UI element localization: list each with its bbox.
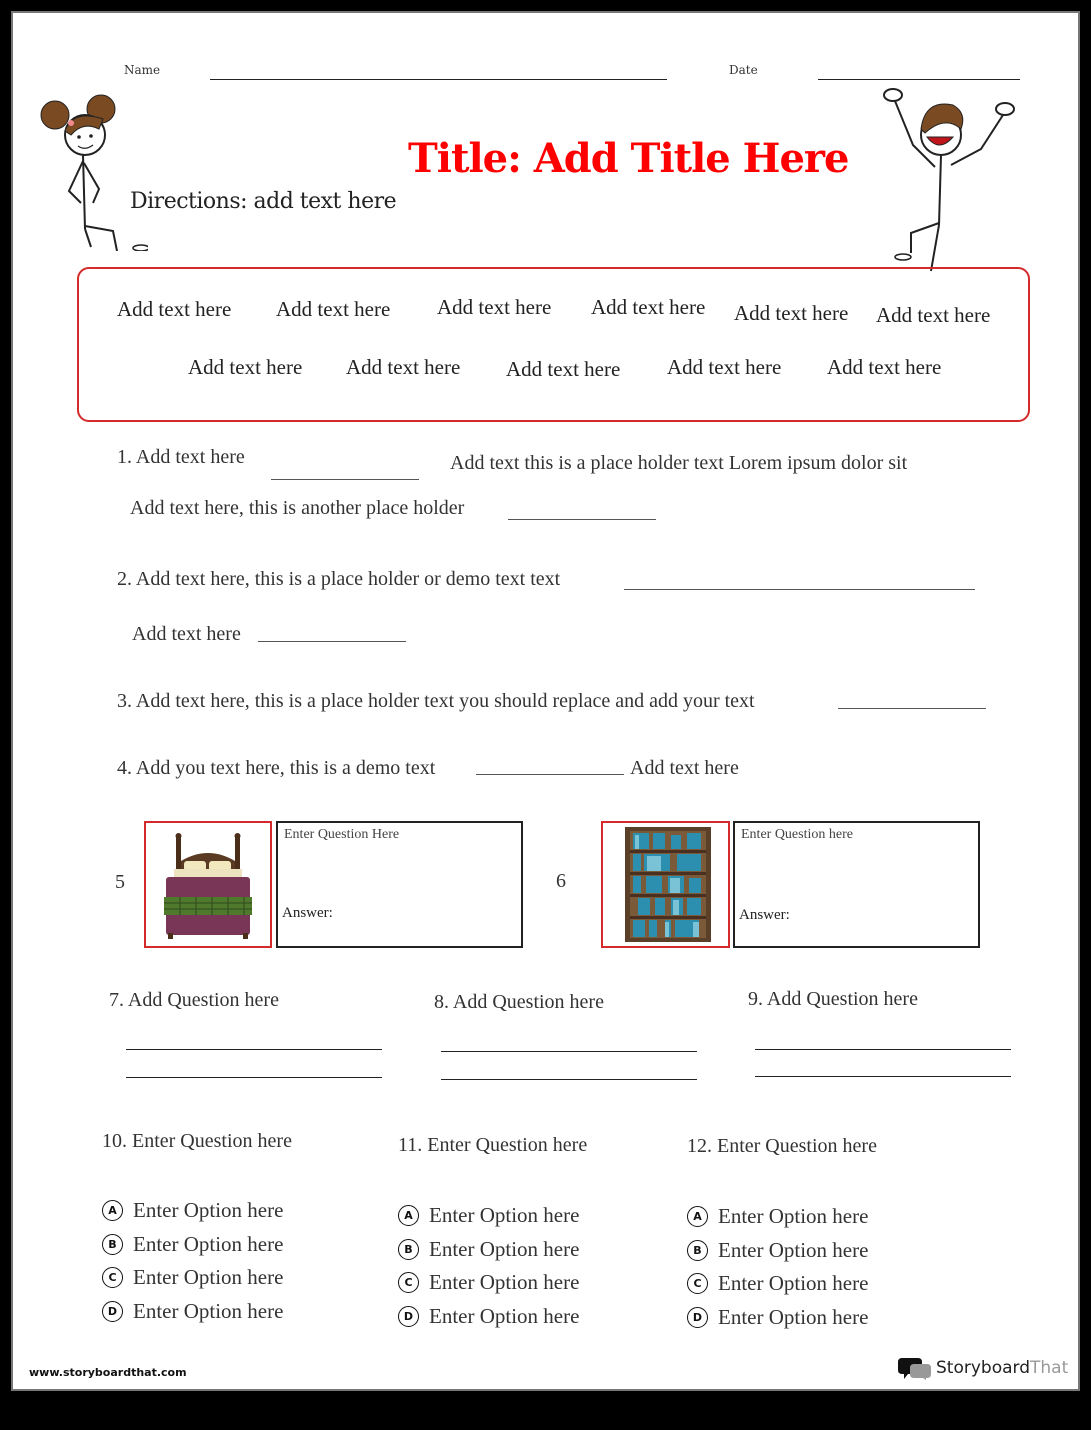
word-bank-item: Add text here: [734, 301, 849, 325]
answer-blank[interactable]: [624, 589, 975, 590]
question-1-subtext: Add text here, this is another place holder: [130, 497, 465, 519]
directions-text: Directions: add text here: [130, 189, 397, 214]
worksheet-page: [11, 11, 1080, 1391]
option-a[interactable]: [687, 1204, 868, 1229]
question-5-box[interactable]: [276, 821, 523, 948]
option-d-circle-icon[interactable]: D: [687, 1307, 708, 1328]
option-c[interactable]: [687, 1271, 868, 1296]
question-4-subtext: Add text here: [630, 757, 739, 779]
option-text: Enter Option here: [133, 1265, 284, 1289]
question-2-text: 2. Add text here, this is a place holder or demo text text: [117, 568, 561, 590]
answer-blank[interactable]: [508, 519, 656, 520]
question-4-text: 4. Add you text here, this is a demo text: [117, 757, 436, 779]
page-title: Title: Add Title Here: [408, 135, 849, 182]
option-c-circle-icon[interactable]: C: [102, 1267, 123, 1288]
option-d[interactable]: [102, 1299, 283, 1324]
option-text: Enter Option here: [718, 1238, 869, 1262]
question-1-text: 1. Add text here: [117, 446, 245, 468]
bookshelf-icon: [603, 823, 728, 946]
question-5-prompt: Enter Question Here: [284, 827, 400, 842]
option-text: Enter Option here: [133, 1198, 284, 1222]
name-label: Name: [124, 63, 161, 77]
question-6-prompt: Enter Question here: [741, 827, 853, 842]
answer-blank[interactable]: [476, 774, 624, 775]
option-b-circle-icon[interactable]: B: [687, 1240, 708, 1261]
option-d-circle-icon[interactable]: D: [102, 1301, 123, 1322]
storyboardthat-logo: [898, 1356, 1068, 1380]
option-b[interactable]: [687, 1238, 868, 1263]
question-6-number: 6: [556, 870, 566, 892]
answer-line[interactable]: [126, 1049, 382, 1050]
question-5-answer-label: Answer:: [282, 905, 333, 921]
option-b-circle-icon[interactable]: B: [102, 1234, 123, 1255]
question-5-image-frame: [144, 821, 272, 948]
word-bank-item: Add text here: [437, 295, 552, 319]
option-text: Enter Option here: [718, 1305, 869, 1329]
option-text: Enter Option here: [718, 1204, 869, 1228]
option-text: Enter Option here: [718, 1271, 869, 1295]
answer-line[interactable]: [126, 1077, 382, 1078]
answer-blank[interactable]: [838, 708, 986, 709]
word-bank-item: Add text here: [827, 355, 942, 379]
option-b-circle-icon[interactable]: B: [398, 1239, 419, 1260]
footer-url[interactable]: www.storyboardthat.com: [29, 1366, 187, 1379]
question-10-text: 10. Enter Question here: [102, 1130, 292, 1152]
answer-line[interactable]: [441, 1051, 697, 1052]
brand-text-storyboard: Storyboard: [936, 1358, 1030, 1378]
question-12-text: 12. Enter Question here: [687, 1135, 877, 1157]
question-6-answer-label: Answer:: [739, 907, 790, 923]
option-c[interactable]: [398, 1270, 579, 1295]
girl-character-icon: [33, 91, 148, 251]
question-6-box[interactable]: [733, 821, 980, 948]
option-d-circle-icon[interactable]: D: [398, 1306, 419, 1327]
word-bank-item: Add text here: [276, 297, 391, 321]
question-6-image-frame: [601, 821, 730, 948]
answer-line[interactable]: [755, 1076, 1011, 1077]
question-1-text-continued: Add text this is a place holder text Lorem ipsum dolor sit: [450, 452, 908, 474]
option-a-circle-icon[interactable]: A: [398, 1205, 419, 1226]
answer-line[interactable]: [755, 1049, 1011, 1050]
bed-icon: [146, 823, 270, 946]
option-b[interactable]: [102, 1232, 283, 1257]
option-a[interactable]: [398, 1203, 579, 1228]
speech-bubbles-icon: [898, 1356, 932, 1380]
option-b[interactable]: [398, 1237, 579, 1262]
option-text: Enter Option here: [133, 1299, 284, 1323]
option-d[interactable]: [398, 1304, 579, 1329]
option-a[interactable]: [102, 1198, 283, 1223]
option-a-circle-icon[interactable]: A: [102, 1200, 123, 1221]
word-bank-item: Add text here: [188, 355, 303, 379]
question-9-text: 9. Add Question here: [748, 988, 918, 1010]
name-line[interactable]: [210, 79, 667, 80]
date-label: Date: [729, 63, 758, 77]
option-d[interactable]: [687, 1305, 868, 1330]
option-text: Enter Option here: [429, 1237, 580, 1261]
date-line[interactable]: [818, 79, 1020, 80]
answer-blank[interactable]: [258, 641, 406, 642]
word-bank-item: Add text here: [876, 303, 991, 327]
word-bank-item: Add text here: [346, 355, 461, 379]
word-bank-item: Add text here: [591, 295, 706, 319]
question-2-subtext: Add text here: [132, 623, 241, 645]
answer-line[interactable]: [441, 1079, 697, 1080]
question-7-text: 7. Add Question here: [109, 989, 279, 1011]
word-bank-item: Add text here: [667, 355, 782, 379]
option-text: Enter Option here: [429, 1270, 580, 1294]
option-text: Enter Option here: [133, 1232, 284, 1256]
question-5-number: 5: [115, 871, 125, 893]
question-11-text: 11. Enter Question here: [398, 1134, 588, 1156]
brand-text-that: That: [1030, 1358, 1069, 1378]
option-a-circle-icon[interactable]: A: [687, 1206, 708, 1227]
option-text: Enter Option here: [429, 1203, 580, 1227]
boy-character-icon: [875, 85, 1025, 275]
question-8-text: 8. Add Question here: [434, 991, 604, 1013]
option-c-circle-icon[interactable]: C: [398, 1272, 419, 1293]
option-c-circle-icon[interactable]: C: [687, 1273, 708, 1294]
word-bank-item: Add text here: [506, 357, 621, 381]
answer-blank[interactable]: [271, 479, 419, 480]
word-bank-box: [77, 267, 1030, 422]
option-text: Enter Option here: [429, 1304, 580, 1328]
word-bank-item: Add text here: [117, 297, 232, 321]
option-c[interactable]: [102, 1265, 283, 1290]
question-3-text: 3. Add text here, this is a place holder text you should replace and add your text: [117, 690, 755, 712]
